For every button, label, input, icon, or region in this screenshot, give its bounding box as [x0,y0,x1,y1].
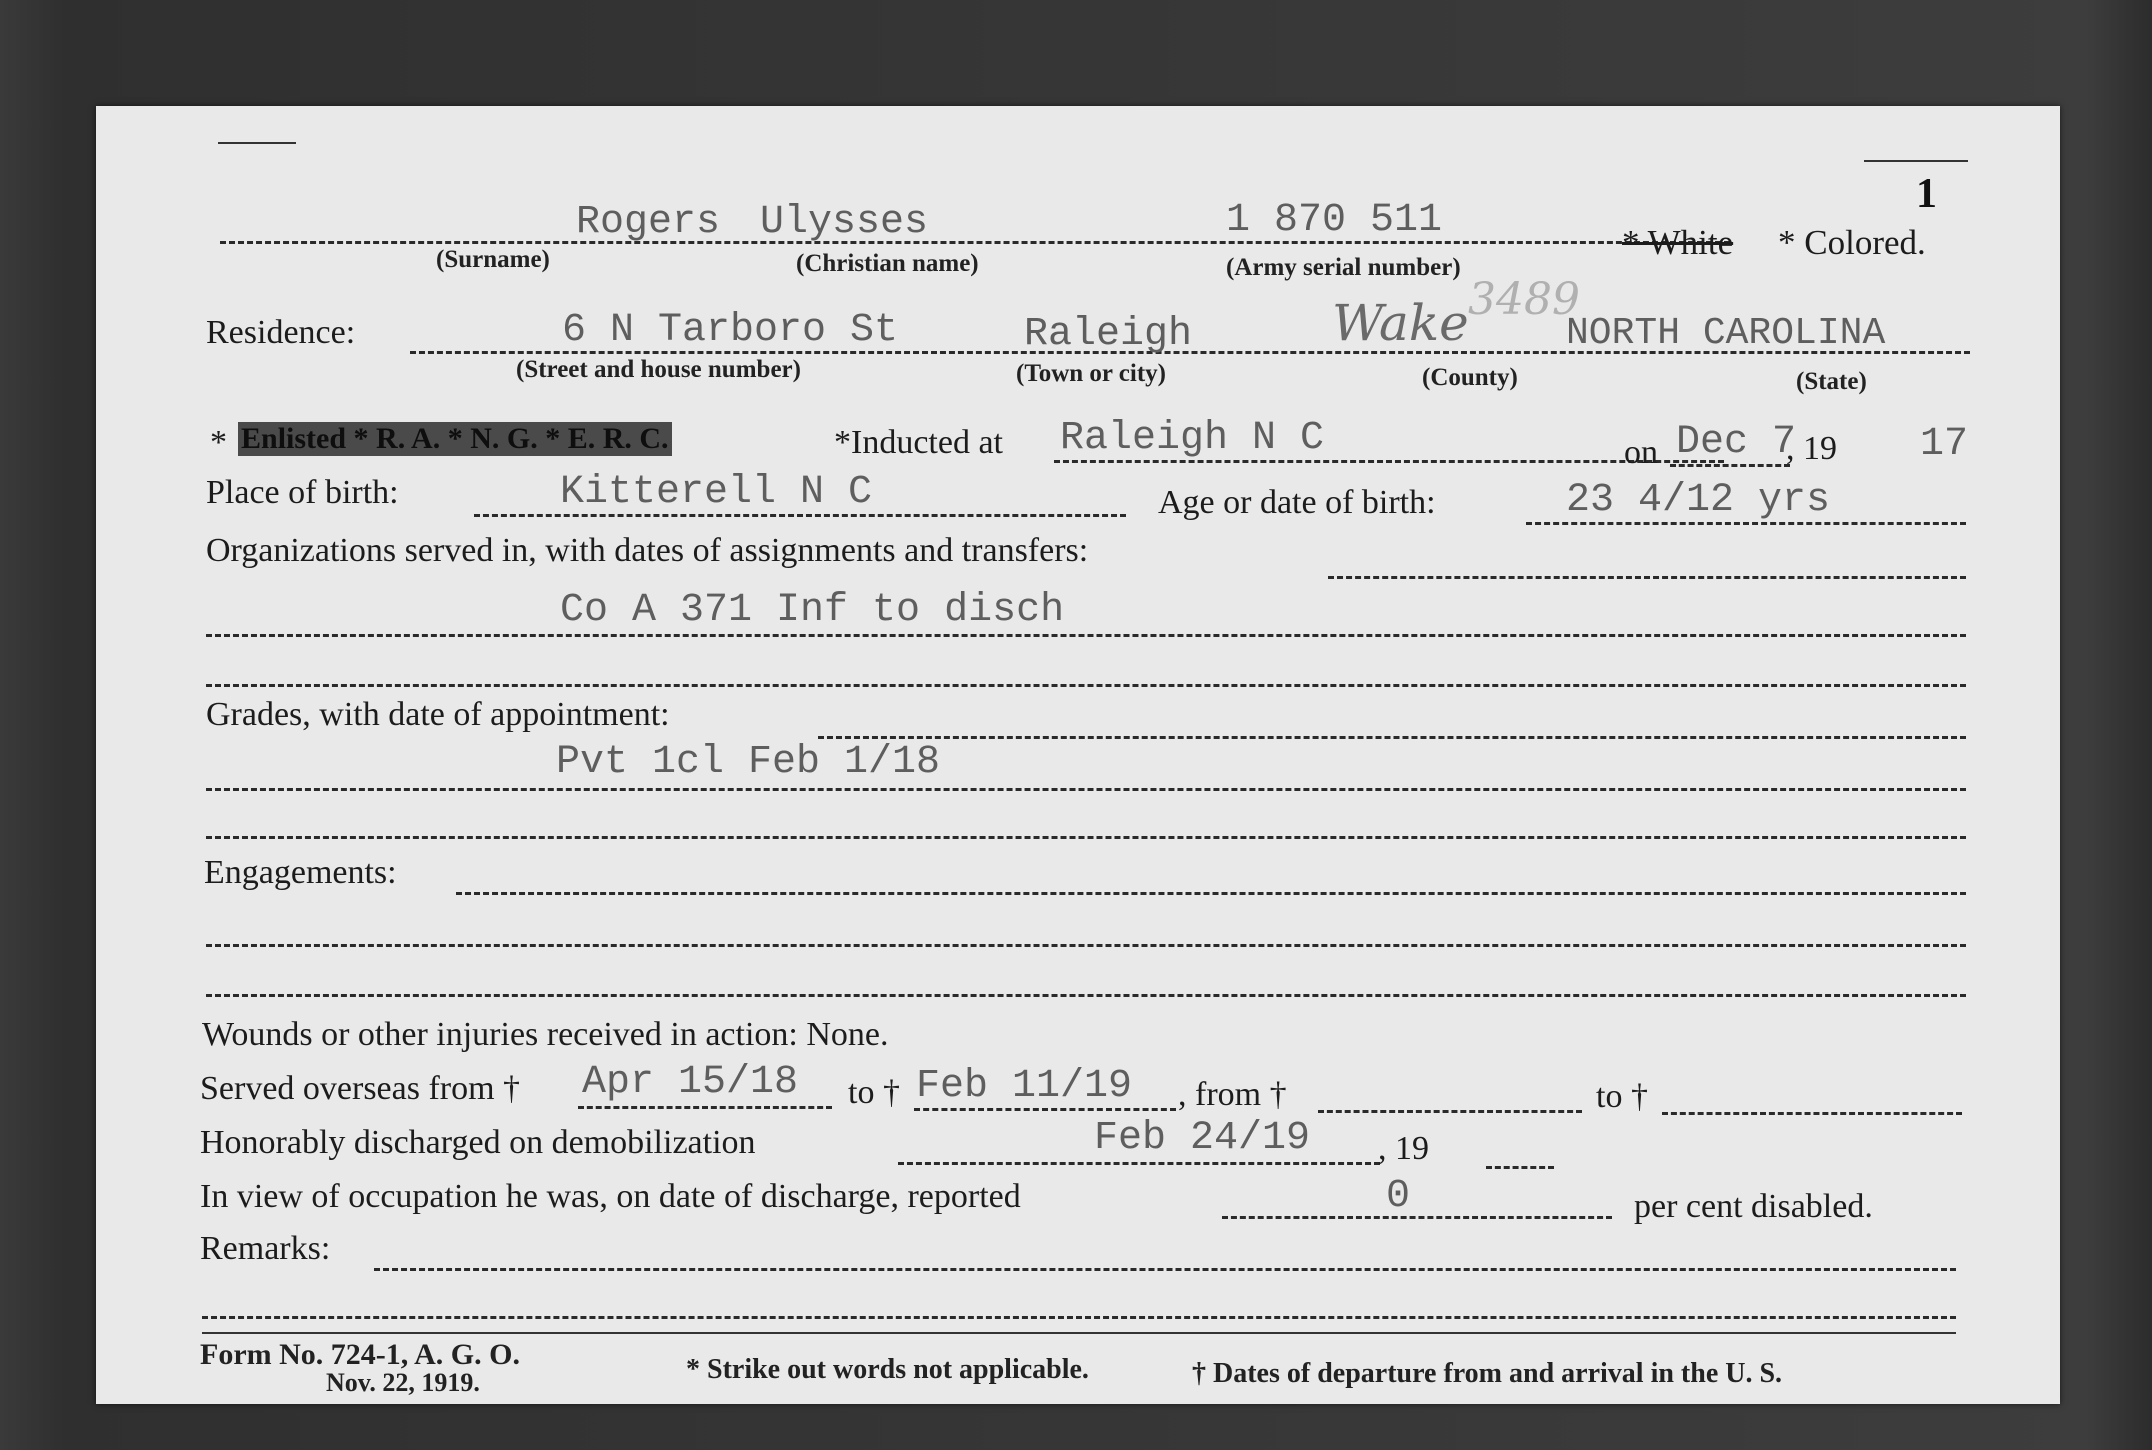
name-line [220,241,1730,244]
grades-line-3 [206,836,1966,839]
inducted-label: *Inducted at [834,424,1003,461]
engagements-line-2 [206,944,1966,947]
organizations-value: Co A 371 Inf to disch [560,588,1065,633]
street-value: 6 N Tarboro St [562,308,899,353]
grades-line-2 [206,788,1966,791]
overseas-from-value: Apr 15/18 [582,1060,799,1105]
engagements-line-1 [456,892,1966,895]
birthplace-label: Place of birth: [206,474,399,511]
organizations-line-2 [206,634,1966,637]
disability-label: In view of occupation he was, on date of discharge, reported [200,1178,1021,1215]
discharge-label: Honorably discharged on demobilization [200,1124,756,1161]
overseas-to2-label: to † [1596,1078,1648,1115]
disability-value: 0 [1386,1174,1411,1219]
christian-name-caption: (Christian name) [796,250,979,277]
engagements-line-3 [206,994,1966,997]
residence-label: Residence: [206,314,356,351]
street-caption: (Street and house number) [516,356,801,383]
discharge-date-line [898,1162,1380,1165]
form-number: Form No. 724-1, A. G. O. [200,1338,520,1371]
county-caption: (County) [1422,364,1518,391]
serial-number-caption: (Army serial number) [1226,254,1461,281]
induction-year-value: 17 [1920,422,1969,467]
grades-line-1 [818,736,1966,739]
overseas-to-label: to † [848,1074,900,1111]
birthplace-value: Kitterell N C [560,470,873,515]
organizations-line-3 [206,684,1966,687]
state-value: NORTH CAROLINA [1566,312,1886,355]
footer-rule [202,1332,1956,1334]
organizations-label: Organizations served in, with dates of assignments and transfers: [206,532,1089,569]
induction-date-value: Dec 7 [1676,420,1797,465]
race-white-option: * White [1622,223,1734,262]
disability-line [1222,1216,1612,1219]
state-caption: (State) [1796,368,1867,395]
wounds-label: Wounds or other injuries received in action: None. [202,1016,889,1053]
corner-rule [218,142,296,144]
enlisted-options-struck: Enlisted * R. A. * N. G. * E. R. C. [238,422,672,456]
corner-number-rule [1864,160,1968,162]
city-value: Raleigh [1024,312,1193,357]
city-caption: (Town or city) [1016,360,1166,387]
overseas-from-label: Served overseas from † [200,1070,521,1107]
discharge-year-line [1486,1166,1554,1169]
form-date: Nov. 22, 1919. [326,1368,480,1397]
surname-caption: (Surname) [436,246,550,273]
remarks-label: Remarks: [200,1230,331,1267]
overseas-to-value: Feb 11/19 [916,1064,1133,1109]
remarks-line-2 [202,1316,1956,1319]
induction-year-prefix: , 19 [1786,430,1837,467]
christian-name-value: Ulysses [760,200,929,245]
overseas-from2-label: , from † [1178,1076,1287,1113]
remarks-line-1 [374,1268,1956,1271]
induction-on-label: on [1624,434,1658,471]
disability-suffix: per cent disabled. [1634,1188,1873,1225]
grades-value: Pvt 1cl Feb 1/18 [556,740,941,785]
discharge-year-label: , 19 [1378,1130,1429,1167]
serial-number-value: 1 870 511 [1226,198,1443,243]
engagements-label: Engagements: [204,854,397,891]
grades-label: Grades, with date of appointment: [206,696,670,733]
overseas-to2-line [1662,1112,1962,1115]
footnote-dates: † Dates of departure from and arrival in the U. S. [1192,1358,1783,1389]
discharge-date-value: Feb 24/19 [1094,1116,1311,1161]
overseas-from2-line [1318,1110,1582,1113]
organizations-line-1 [1328,576,1966,579]
inducted-place-value: Raleigh N C [1060,416,1325,461]
service-record-card [96,106,2060,1404]
pencil-note: 3489 [1468,274,1580,325]
card-number: 1 [1916,171,1937,217]
enlisted-asterisk: * [210,424,227,461]
race-colored-option: * Colored. [1778,223,1926,262]
age-label: Age or date of birth: [1158,484,1436,521]
age-value: 23 4/12 yrs [1566,478,1831,523]
overseas-from-line [578,1106,832,1109]
county-value: Wake [1332,294,1469,352]
footnote-strike-out: * Strike out words not applicable. [686,1354,1089,1385]
surname-value: Rogers [576,200,721,245]
